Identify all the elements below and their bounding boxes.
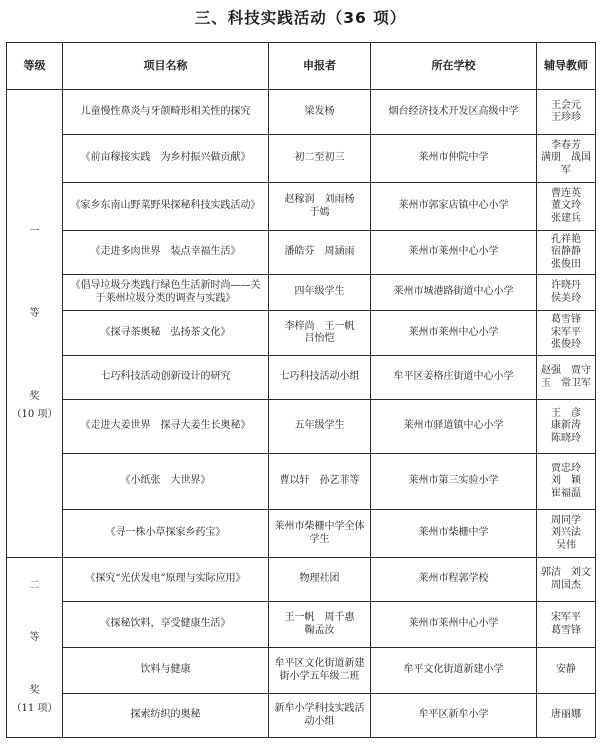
teacher: 郭洁 刘文 周国杰 [537,558,596,602]
applicant: 赵稼润 刘雨杨 于嫣 [269,183,371,231]
teacher: 许晓丹 侯美玲 [537,275,596,311]
project-name: 《探秘饮料，享受健康生活》 [63,602,269,648]
table-row [7,694,596,738]
table-row [7,510,596,558]
header-teacher: 辅导教师 [537,43,596,90]
table-row [7,90,596,135]
school: 莱州市郭家店镇中心小学 [371,183,537,231]
school: 莱州市莱州中心小学 [371,602,537,648]
school: 烟台经济技术开发区高级中学 [371,90,537,135]
project-name: 饮料与健康 [63,648,269,694]
project-name: 《探寻茶奥秘 弘扬茶文化》 [63,311,269,356]
header-applicant: 申报者 [269,43,371,90]
project-name: 《寻一株小草探家乡药宝》 [63,510,269,558]
school: 莱州市程郭学校 [371,558,537,602]
teacher: 宋军平 葛雪锋 [537,602,596,648]
applicant: 梁发杨 [269,90,371,135]
school: 莱州市莱州中心小学 [371,231,537,275]
table-row [7,275,596,311]
table-row [7,311,596,356]
applicant: 王一帆 周千惠 鞠孟汝 [269,602,371,648]
teacher: 王会元 王珍珍 [537,90,596,135]
applicant: 牟平区文化街道新建街小学五年级二班 [269,648,371,694]
applicant: 七巧科技活动小组 [269,356,371,400]
table-row [7,400,596,454]
teacher: 赵强 贾守玉 常卫军 [537,356,596,400]
project-name: 《倡导垃圾分类践行绿色生活新时尚——关于莱州垃圾分类的调查与实践》 [63,275,269,311]
project-name: 探索纺织的奥秘 [63,694,269,738]
school: 莱州市莱州中心小学 [371,311,537,356]
table-row [7,231,596,275]
table-row [7,602,596,648]
teacher: 孔祥艳 宿静静 张俊田 [537,231,596,275]
table-row [7,135,596,183]
project-name: 儿童慢性鼻炎与牙颌畸形相关性的探究 [63,90,269,135]
school: 莱州市城港路街道中心小学 [371,275,537,311]
teacher: 贾忠玲 刘 颖 崔福温 [537,454,596,510]
school: 牟平区新牟小学 [371,694,537,738]
table-row [7,356,596,400]
teacher: 唐丽娜 [537,694,596,738]
applicant: 新牟小学科技实践活动小组 [269,694,371,738]
school: 莱州市驿道镇中心小学 [371,400,537,454]
applicant: 初二至初三 [269,135,371,183]
teacher: 曹连英 董文玲 张建兵 [537,183,596,231]
table-row [7,454,596,510]
applicant: 莱州市柴栅中学全体学生 [269,510,371,558]
section-title: 三、科技实践活动（36 项） [194,9,407,27]
table-row [7,648,596,694]
teacher: 王 彦 康新涛 陈晓玲 [537,400,596,454]
award-table [6,42,601,738]
project-name: 《家乡东南山野菜野果探秘科技实践活动》 [63,183,269,231]
table-row [7,558,596,602]
level-second-prize: 二 等 奖 （11 项） [7,558,63,738]
project-name: 《小纸张 大世界》 [63,454,269,510]
project-name: 《走进多肉世界 装点幸福生活》 [63,231,269,275]
teacher: 周同学 刘兴法 吴伟 [537,510,596,558]
teacher: 李春芳 满朋 战国军 [537,135,596,183]
project-name: 七巧科技活动创新设计的研究 [63,356,269,400]
applicant: 李梓尚 王一帆 吕怡恺 [269,311,371,356]
teacher: 葛雪锋 宋军平 张俊玲 [537,311,596,356]
applicant: 物理社团 [269,558,371,602]
project-name: 《走进大姜世界 探寻大姜生长奥秘》 [63,400,269,454]
applicant: 潘皓芬 周涵雨 [269,231,371,275]
header-level: 等级 [7,43,63,90]
table-header-row [7,43,596,90]
header-project: 项目名称 [63,43,269,90]
school: 莱州市第三实验小学 [371,454,537,510]
applicant: 四年级学生 [269,275,371,311]
applicant: 五年级学生 [269,400,371,454]
school: 莱州市仲院中学 [371,135,537,183]
table-row [7,183,596,231]
project-name: 《前亩稼接实践 为乡村振兴做贡献》 [63,135,269,183]
school: 牟平文化街道新建小学 [371,648,537,694]
project-name: 《探究“光伏发电”原理与实际应用》 [63,558,269,602]
header-school: 所在学校 [371,43,537,90]
school: 莱州市柴栅中学 [371,510,537,558]
school: 牟平区姜格庄街道中心小学 [371,356,537,400]
applicant: 曹以轩 孙艺菲等 [269,454,371,510]
level-first-prize: 一 等 奖 （10 项） [7,90,63,558]
teacher: 安静 [537,648,596,694]
